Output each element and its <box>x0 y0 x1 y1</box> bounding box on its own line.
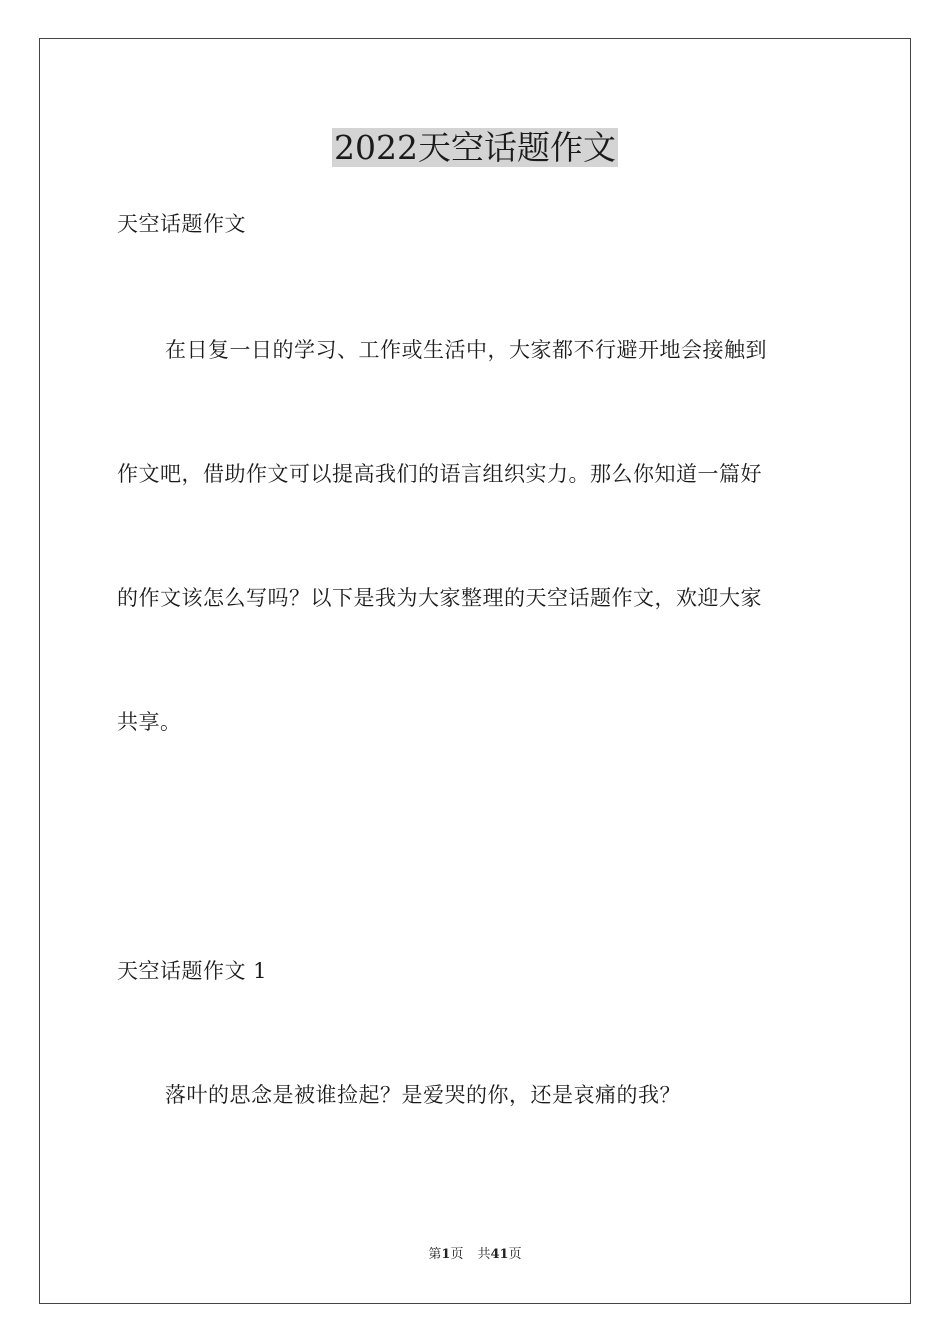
paragraph-line: 共享。 <box>117 710 182 734</box>
page-footer <box>0 1246 950 1264</box>
document-title-text: 2022天空话题作文 <box>334 128 616 167</box>
footer-page-prefix: 第 <box>428 1247 442 1262</box>
footer-total-suffix: 页 <box>508 1247 522 1262</box>
document-subtitle: 天空话题作文 <box>117 212 246 236</box>
paragraph-line: 落叶的思念是被谁捡起？是爱哭的你，还是哀痛的我？ <box>165 1083 681 1107</box>
paragraph-line: 在日复一日的学习、工作或生活中，大家都不行避开地会接触到 <box>165 338 767 362</box>
footer-page-suffix: 页 <box>450 1247 464 1262</box>
paragraph-line: 的作文该怎么写吗？以下是我为大家整理的天空话题作文，欢迎大家 <box>117 586 762 610</box>
paragraph-line: 作文吧，借助作文可以提高我们的语言组织实力。那么你知道一篇好 <box>117 462 762 486</box>
footer-page-number: 1 <box>441 1247 451 1262</box>
section-heading: 天空话题作文 1 <box>117 959 268 983</box>
footer-total-prefix: 共 <box>477 1247 491 1262</box>
footer-total-pages: 41 <box>490 1247 509 1262</box>
document-title <box>0 126 950 170</box>
